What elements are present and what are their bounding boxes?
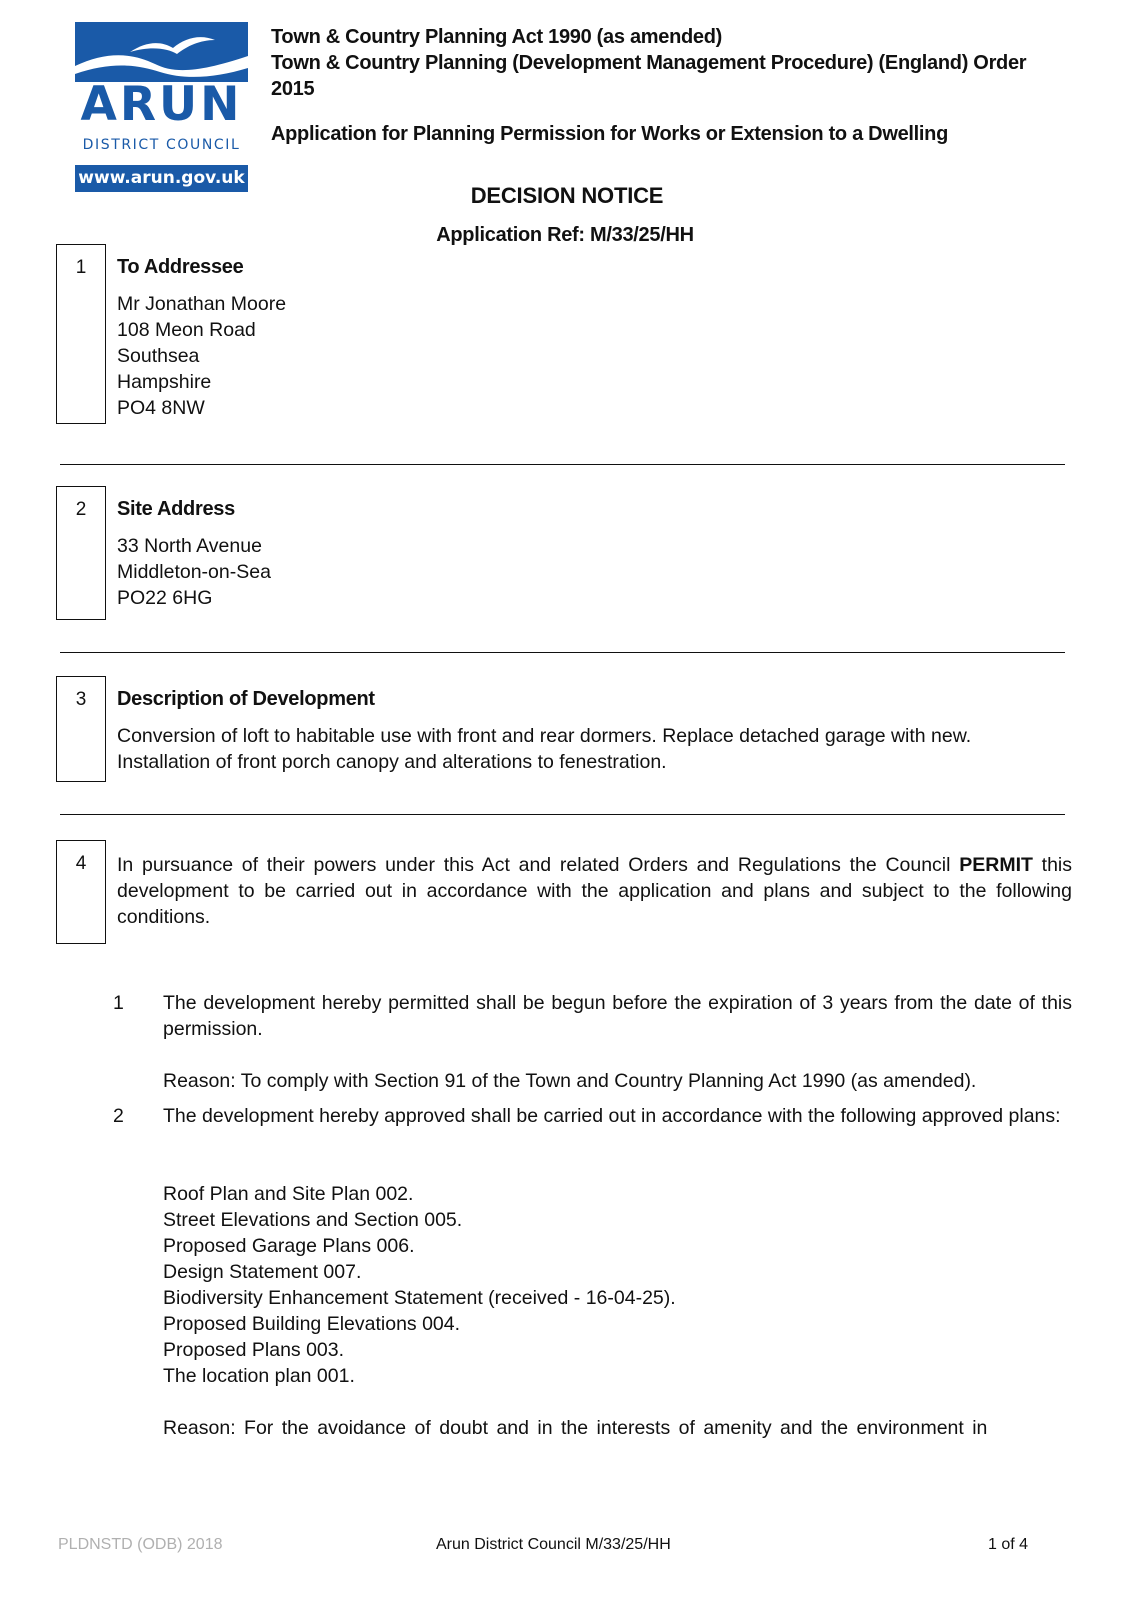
divider — [60, 652, 1065, 653]
section-number: 2 — [75, 499, 87, 520]
footer-form-code: PLDNSTD (ODB) 2018 — [58, 1536, 223, 1553]
decision-notice-title: DECISION NOTICE — [470, 183, 664, 208]
decision-statement — [117, 852, 1072, 930]
decision-text-before: In pursuance of their powers under this Act and related Orders and Regulations the Council — [117, 854, 951, 876]
site-heading: Site Address — [117, 498, 235, 520]
condition-text: The development hereby permitted shall be begun before the expiration of 3 years from the date of this permission. — [163, 992, 1072, 1040]
site-section — [117, 498, 717, 611]
plan-item: Proposed Plans 003. — [163, 1339, 345, 1361]
footer-reference: Arun District Council M/33/25/HH — [436, 1536, 671, 1553]
section-number: 1 — [75, 257, 87, 278]
section-number-box — [56, 486, 106, 620]
decision-text-after: this development to be carried out in accordance with the application and plans and subject to the following conditions. — [117, 854, 1073, 928]
application-ref — [0, 224, 1130, 247]
logo-website: www.arun.gov.uk — [75, 165, 248, 192]
section-number: 3 — [75, 689, 87, 710]
section-number-box — [56, 840, 106, 944]
page-title — [0, 183, 1130, 209]
order-line-1: Town & Country Planning (Development Management Procedure) (England) Order — [271, 52, 1027, 74]
section-number-box — [56, 244, 106, 424]
condition-reason: Reason: For the avoidance of doubt and in the interests of amenity and the environment in — [163, 1417, 988, 1439]
description-line: Installation of front porch canopy and alterations to fenestration. — [117, 751, 667, 773]
condition-reason: Reason: To comply with Section 91 of the Town and Country Planning Act 1990 (as amended). — [163, 1070, 977, 1092]
address-line: 108 Meon Road — [117, 319, 256, 341]
condition-number: 1 — [113, 992, 124, 1014]
description-heading: Description of Development — [117, 688, 375, 710]
address-line: Middleton-on-Sea — [117, 561, 271, 583]
description-line: Conversion of loft to habitable use with front and rear dormers. Replace detached garage with new. — [117, 725, 972, 747]
addressee-section — [117, 256, 717, 421]
act-line: Town & Country Planning Act 1990 (as amended) — [271, 26, 723, 48]
condition-number: 2 — [113, 1105, 124, 1127]
wave-bird-icon — [75, 22, 248, 82]
logo-wordmark: ARUN — [80, 77, 243, 132]
plan-item: Biodiversity Enhancement Statement (received - 16-04-25). — [163, 1287, 676, 1309]
order-line-2: 2015 — [271, 78, 315, 100]
address-line: 33 North Avenue — [117, 535, 262, 557]
plan-item: Roof Plan and Site Plan 002. — [163, 1183, 414, 1205]
addressee-heading: To Addressee — [117, 256, 244, 278]
description-text — [117, 723, 1077, 775]
section-number-box — [56, 676, 106, 782]
section-number: 4 — [75, 853, 87, 874]
divider — [60, 814, 1065, 815]
address-line: PO4 8NW — [117, 397, 205, 419]
divider — [60, 464, 1065, 465]
plan-item: The location plan 001. — [163, 1365, 355, 1387]
address-line: PO22 6HG — [117, 587, 213, 609]
plan-item: Street Elevations and Section 005. — [163, 1209, 463, 1231]
addressee-lines — [117, 291, 717, 421]
plan-item: Design Statement 007. — [163, 1261, 362, 1283]
approved-plans-list — [163, 1181, 1063, 1389]
address-line: Hampshire — [117, 371, 212, 393]
page-number: 1 of 4 — [988, 1536, 1029, 1553]
decision-word: PERMIT — [959, 854, 1033, 876]
arun-logo — [75, 22, 248, 197]
logo-subtitle: DISTRICT COUNCIL — [82, 137, 241, 153]
description-section — [117, 688, 1077, 775]
site-lines — [117, 533, 717, 611]
application-ref-text: Application Ref: M/33/25/HH — [436, 224, 694, 246]
legislation-header — [271, 24, 1071, 102]
application-type: Application for Planning Permission for Works or Extension to a Dwelling — [271, 123, 949, 145]
address-line: Mr Jonathan Moore — [117, 293, 287, 315]
address-line: Southsea — [117, 345, 200, 367]
condition-text: The development hereby approved shall be carried out in accordance with the following approved plans: — [163, 1105, 1061, 1127]
plan-item: Proposed Building Elevations 004. — [163, 1313, 461, 1335]
plan-item: Proposed Garage Plans 006. — [163, 1235, 415, 1257]
